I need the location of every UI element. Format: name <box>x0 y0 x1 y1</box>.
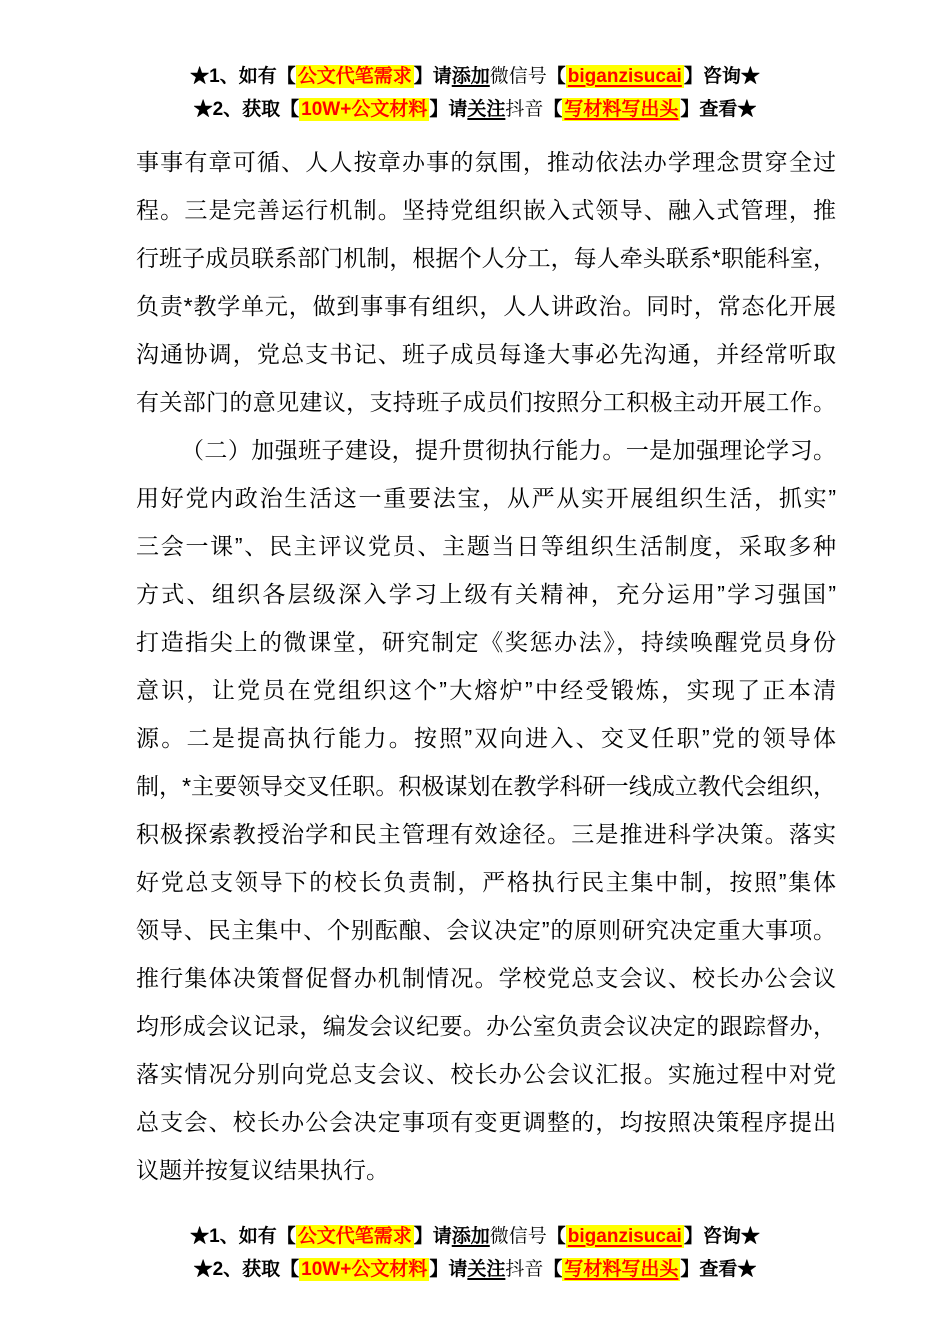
promo-text-wechat: 微信号 <box>489 66 547 87</box>
promo-action-add: 添加 <box>451 1226 490 1247</box>
promo-text: 【 <box>543 99 563 120</box>
promo-text: 【 <box>543 1259 563 1280</box>
promo-text: ★1、如有【 <box>190 1226 296 1247</box>
promo-wechat-id: biganzisucai <box>567 1226 682 1247</box>
body-line: 源。二是提高执行能力。按照”双向进入、交叉任职”党的领导体 <box>136 725 836 751</box>
promo-text: 】请 <box>429 99 468 120</box>
promo-wechat-id: biganzisucai <box>567 66 682 87</box>
body-line: 总支会、校长办公会决定事项有变更调整的，均按照决策程序提出 <box>136 1109 836 1135</box>
promo-text: 】请 <box>413 1226 452 1247</box>
promo-action-follow: 关注 <box>467 99 506 120</box>
promo-action-follow: 关注 <box>467 1259 506 1280</box>
body-line: 方式、组织各层级深入学习上级有关精神，充分运用”学习强国” <box>136 581 836 607</box>
promo-action-add: 添加 <box>451 66 490 87</box>
body-line: 推行集体决策督促督办机制情况。学校党总支会议、校长办公会议 <box>136 965 836 991</box>
body-line: 行班子成员联系部门机制，根据个人分工，每人牵头联系*职能科室， <box>136 245 836 271</box>
promo-text-wechat: 微信号 <box>489 1226 547 1247</box>
promo-line-1 <box>0 60 950 93</box>
promo-footer <box>0 1220 950 1286</box>
promo-text: 】查看★ <box>680 99 757 120</box>
promo-text-douyin: 抖音 <box>505 99 544 120</box>
promo-text: 【 <box>546 66 566 87</box>
body-line: 均形成会议记录，编发会议纪要。办公室负责会议决定的跟踪督办， <box>136 1013 836 1039</box>
body-line: 事事有章可循、人人按章办事的氛围，推动依法办学理念贯穿全过 <box>136 149 836 175</box>
promo-keyword-materials: 10W+公文材料 <box>301 1259 428 1280</box>
promo-text: 】咨询★ <box>683 66 760 87</box>
promo-text: ★1、如有【 <box>190 66 296 87</box>
body-line: 用好党内政治生活这一重要法宝，从严从实开展组织生活，抓实” <box>136 485 836 511</box>
body-line: 领导、民主集中、个别酝酿、会议决定”的原则研究决定重大事项。 <box>136 917 836 943</box>
promo-text: 【 <box>546 1226 566 1247</box>
body-line: 制，*主要领导交叉任职。积极谋划在教学科研一线成立教代会组织， <box>136 773 836 799</box>
promo-header <box>0 60 950 126</box>
body-line: 积极探索教授治学和民主管理有效途径。三是推进科学决策。落实 <box>136 821 836 847</box>
promo-text: 】请 <box>429 1259 468 1280</box>
body-line: 打造指尖上的微课堂，研究制定《奖惩办法》，持续唤醒党员身份 <box>136 629 836 655</box>
promo-text: 】咨询★ <box>683 1226 760 1247</box>
promo-text: 】请 <box>413 66 452 87</box>
body-line: 有关部门的意见建议，支持班子成员们按照分工积极主动开展工作。 <box>136 389 836 415</box>
body-line: 负责*教学单元，做到事事有组织，人人讲政治。同时，常态化开展 <box>136 293 836 319</box>
promo-text: ★2、获取【 <box>193 99 300 120</box>
body-line: 落实情况分别向党总支会议、校长办公会议汇报。实施过程中对党 <box>136 1061 836 1087</box>
promo-keyword-ghostwriting: 公文代笔需求 <box>297 1226 412 1247</box>
promo-line-2 <box>0 1253 950 1286</box>
body-line: 好党总支领导下的校长负责制，严格执行民主集中制，按照”集体 <box>136 869 836 895</box>
promo-douyin-account: 写材料写出头 <box>564 1259 679 1280</box>
body-line: 三会一课”、民主评议党员、主题当日等组织生活制度，采取多种 <box>136 533 836 559</box>
body-line: （二）加强班子建设，提升贯彻执行能力。一是加强理论学习。 <box>181 437 836 463</box>
body-line: 意识，让党员在党组织这个”大熔炉”中经受锻炼，实现了正本清 <box>136 677 836 703</box>
promo-text-douyin: 抖音 <box>505 1259 544 1280</box>
body-line: 议题并按复议结果执行。 <box>136 1157 389 1183</box>
promo-douyin-account: 写材料写出头 <box>564 99 679 120</box>
body-line: 沟通协调，党总支书记、班子成员每逢大事必先沟通，并经常听取 <box>136 341 836 367</box>
promo-text: ★2、获取【 <box>193 1259 300 1280</box>
promo-text: 】查看★ <box>680 1259 757 1280</box>
promo-keyword-materials: 10W+公文材料 <box>301 99 428 120</box>
promo-keyword-ghostwriting: 公文代笔需求 <box>297 66 412 87</box>
body-line: 程。三是完善运行机制。坚持党组织嵌入式领导、融入式管理，推 <box>136 197 836 223</box>
promo-line-1 <box>0 1220 950 1253</box>
document-body <box>136 138 836 1194</box>
promo-line-2 <box>0 93 950 126</box>
